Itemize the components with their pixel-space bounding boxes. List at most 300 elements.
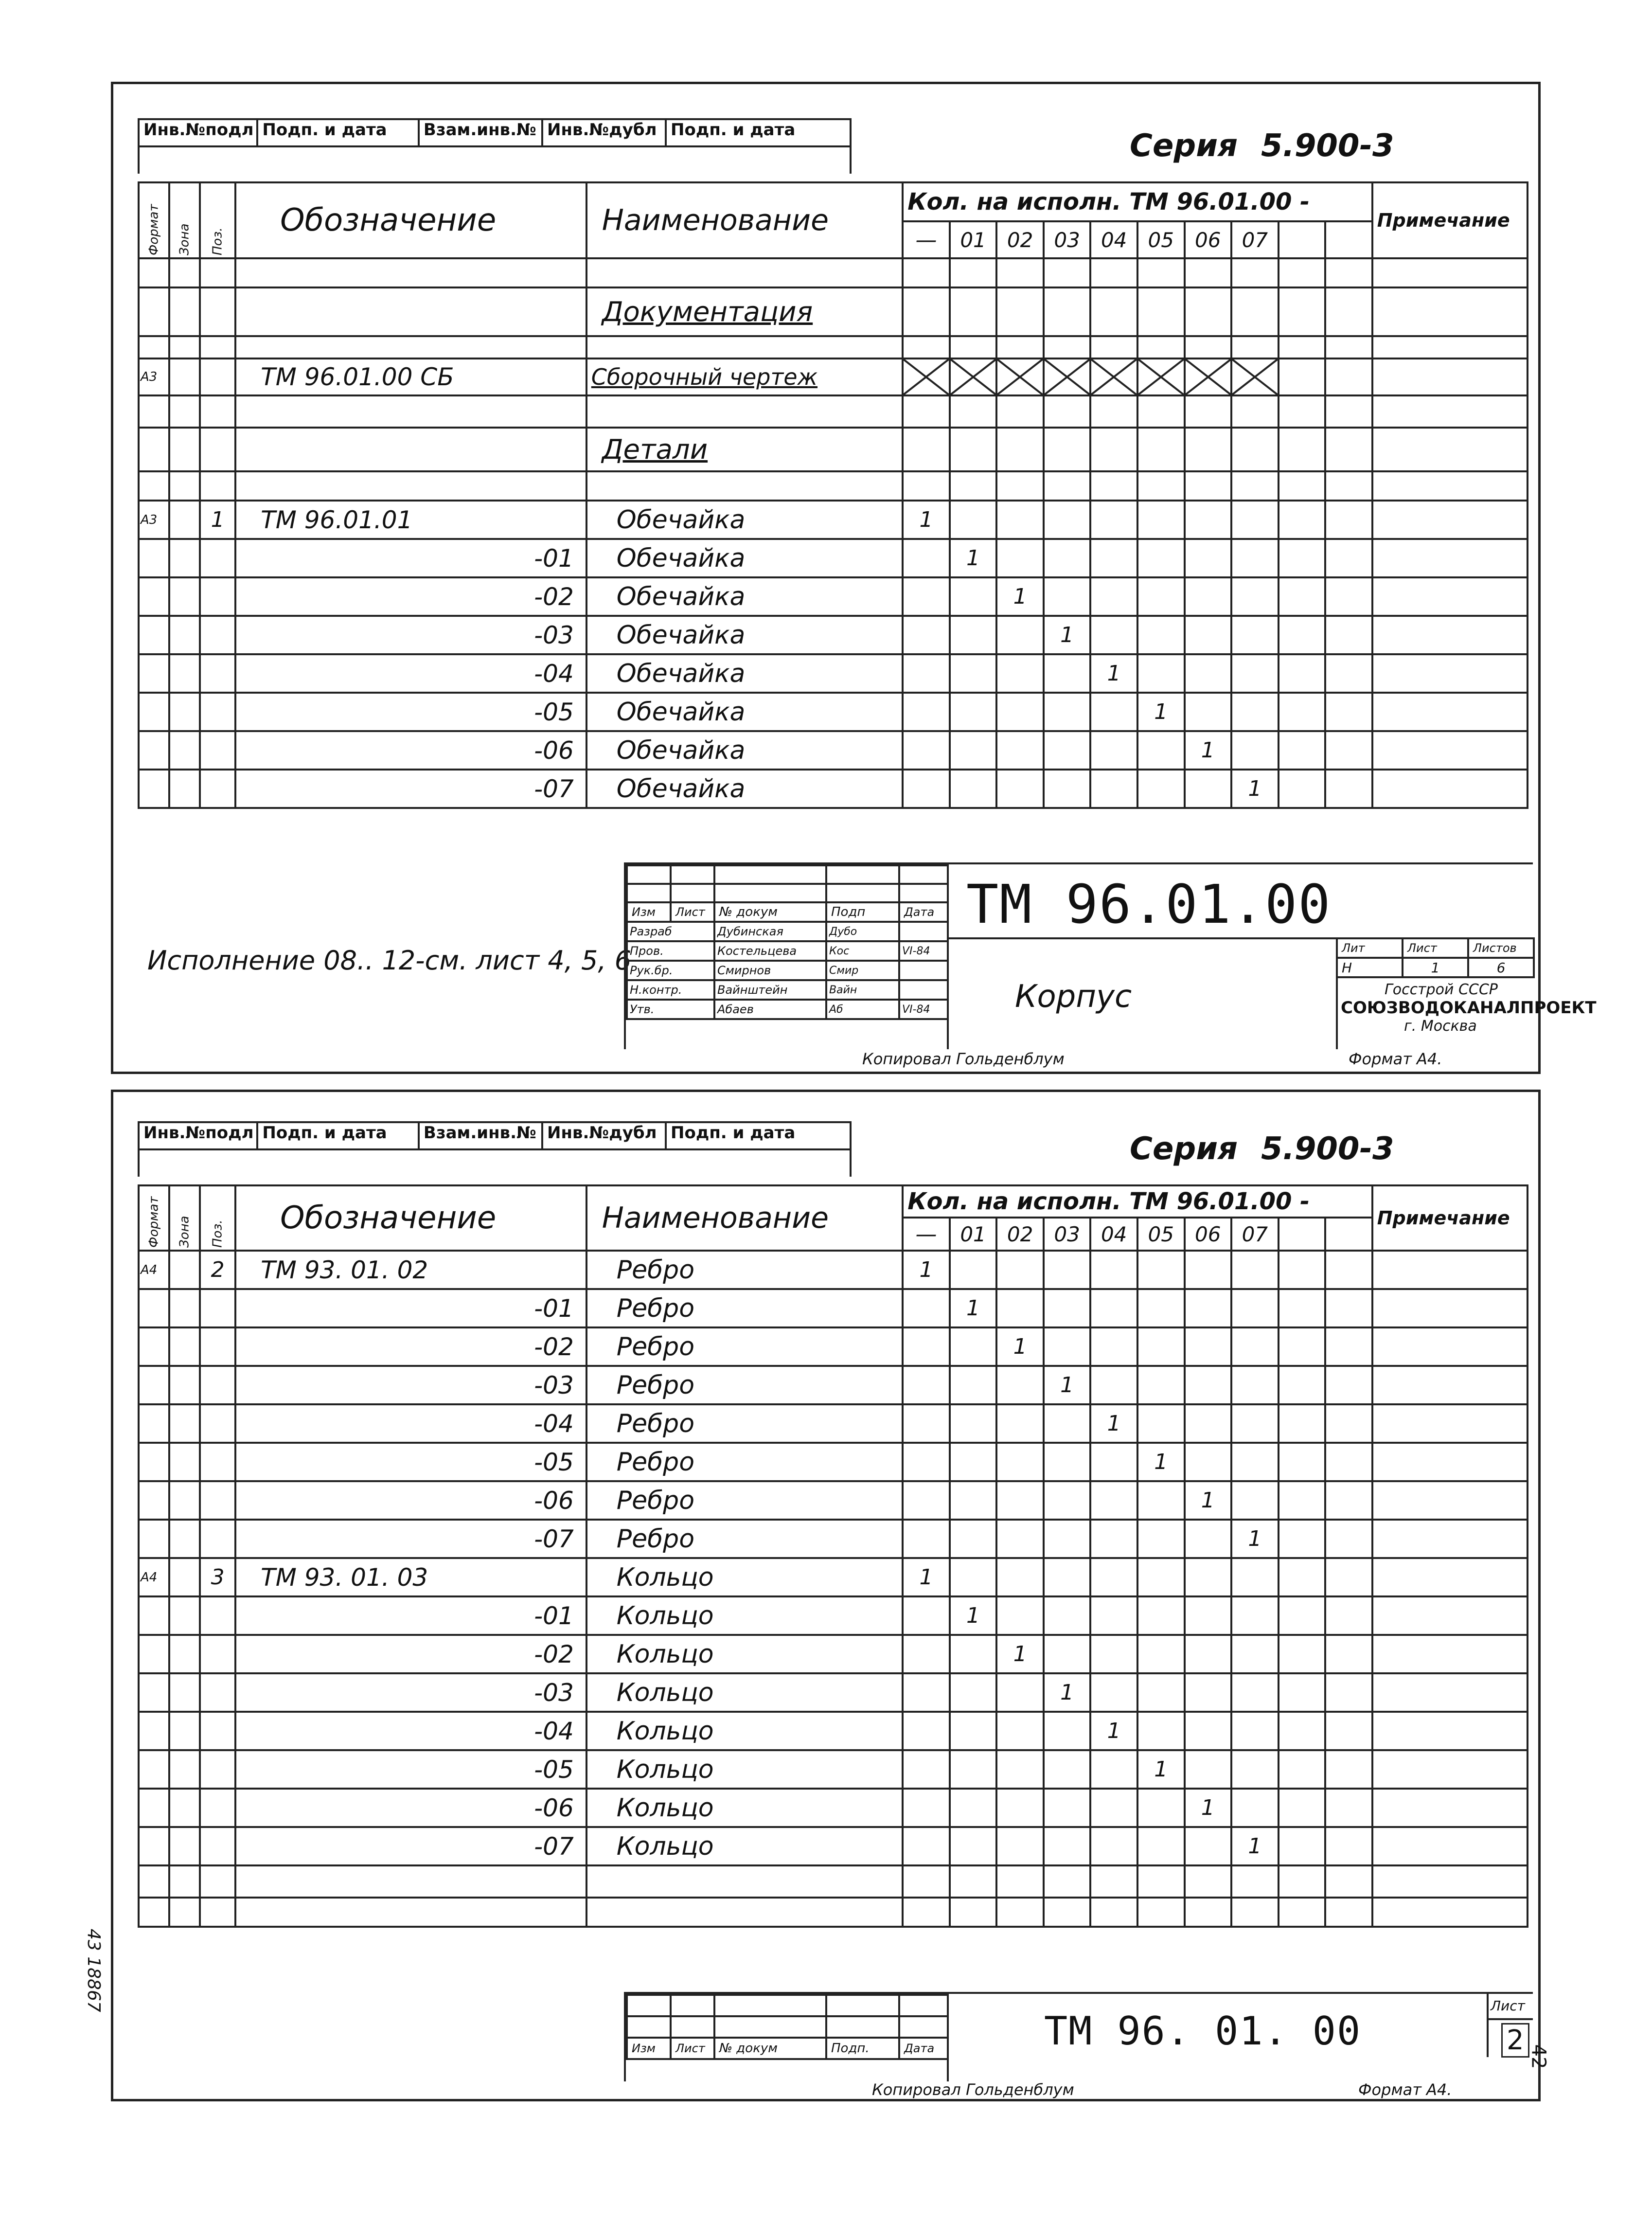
cell-qty-empty <box>1044 501 1091 539</box>
table-row <box>139 1596 1528 1635</box>
cell-qty: 1 <box>903 501 950 539</box>
cell-qty-empty <box>1185 1289 1232 1327</box>
empty-cell <box>169 1898 200 1927</box>
empty-cell <box>139 1898 169 1927</box>
empty-cell <box>1044 1865 1091 1898</box>
cell-qty: 1 <box>950 1596 997 1635</box>
cell-note <box>1372 1596 1528 1635</box>
cell-qty-empty <box>996 654 1044 693</box>
hdr2-inv-dubl: Инв.№дубл <box>543 1123 667 1148</box>
cell-qty-empty <box>1325 616 1372 654</box>
cell-qty-empty <box>1325 654 1372 693</box>
empty-cell <box>1231 471 1279 501</box>
cell-format <box>139 1750 169 1789</box>
cell-qty-empty <box>996 616 1044 654</box>
table-row <box>139 1635 1528 1673</box>
table-row <box>139 1366 1528 1404</box>
empty-cell <box>1279 395 1326 428</box>
cell-qty-empty <box>1185 539 1232 577</box>
cell-qty-empty <box>1185 1827 1232 1865</box>
cell-qty-empty <box>1137 501 1185 539</box>
cell-pos <box>200 1520 235 1558</box>
empty-cell <box>1044 287 1091 336</box>
cell-designation: -02 <box>235 577 586 616</box>
cell-qty: 1 <box>1231 1520 1279 1558</box>
cell-qty-empty <box>1090 1366 1137 1404</box>
hdr2-inv-podl: Инв.№подл <box>140 1123 258 1148</box>
cell-crossed <box>1185 358 1232 395</box>
cell-format <box>139 1789 169 1827</box>
empty-cell <box>996 428 1044 471</box>
stamp2-sheet-value: 2 <box>1501 2023 1529 2058</box>
empty-cell <box>1090 1865 1137 1898</box>
cell-qty-empty <box>1231 616 1279 654</box>
cell-designation: -01 <box>235 539 586 577</box>
cell-zone <box>169 616 200 654</box>
cell-pos <box>200 1635 235 1673</box>
empty-cell <box>1137 428 1185 471</box>
cell-qty-empty <box>950 1481 997 1520</box>
cell-format <box>139 693 169 731</box>
stamp2-label-list: Лист <box>671 2038 714 2059</box>
stamp-date: VI-84 <box>899 1000 948 1019</box>
cell-name: Ребро <box>586 1289 903 1327</box>
cell-format <box>139 770 169 808</box>
table-row <box>139 1789 1528 1827</box>
cell-qty-empty <box>996 1289 1044 1327</box>
cell-crossed <box>903 358 950 395</box>
cell-qty: 1 <box>950 1289 997 1327</box>
cell-qty-empty <box>1325 1251 1372 1289</box>
cell-pos <box>200 1673 235 1712</box>
cell-zone <box>169 1327 200 1366</box>
title-block-2 <box>624 1992 1533 2081</box>
spec-table-2 <box>138 1184 1528 1928</box>
cell-qty-empty <box>1137 1789 1185 1827</box>
stamp-date <box>899 922 948 941</box>
qty2-col-0: — <box>903 1218 950 1251</box>
execution-note: Исполнение 08.. 12-см. лист 4, 5, 6 <box>147 945 632 976</box>
cell-qty-empty <box>903 693 950 731</box>
col-note: Примечание <box>1372 182 1528 258</box>
hdr-podp-data-2: Подп. и дата <box>671 120 796 140</box>
stamp-role: Н.контр. <box>627 980 714 1000</box>
spec-table-1 <box>138 181 1528 809</box>
empty-cell <box>1231 287 1279 336</box>
cell-name: Ребро <box>586 1443 903 1481</box>
cell-note <box>1372 1481 1528 1520</box>
empty-cell <box>1372 428 1528 471</box>
cell-qty-empty <box>950 770 997 808</box>
cell-designation: -05 <box>235 693 586 731</box>
cell-qty-empty <box>950 1366 997 1404</box>
empty-cell <box>235 471 586 501</box>
empty-row <box>139 471 1528 501</box>
series-value-2: 5.900-3 <box>1261 1131 1394 1167</box>
cell-qty-empty <box>1185 654 1232 693</box>
cell-qty-empty <box>1090 1289 1137 1327</box>
cell-format <box>139 1443 169 1481</box>
empty-cell <box>1325 1898 1372 1927</box>
empty-cell <box>950 428 997 471</box>
cell-qty-empty <box>1044 1750 1091 1789</box>
col2-qty-header: Кол. на исполн. ТМ 96.01.00 - <box>903 1185 1372 1218</box>
qty2-col-6: 06 <box>1185 1218 1232 1251</box>
empty-cell <box>586 1865 903 1898</box>
cell-designation: ТМ 93. 01. 03 <box>235 1558 586 1596</box>
cell-qty-empty <box>1231 654 1279 693</box>
empty-cell <box>1185 1865 1232 1898</box>
empty-cell <box>996 258 1044 287</box>
cell-zone <box>169 1251 200 1289</box>
cell-qty-empty <box>1137 1289 1185 1327</box>
empty-cell <box>169 395 200 428</box>
empty-cell <box>1137 1898 1185 1927</box>
stamp-label-ndokum: № докум <box>714 902 826 922</box>
cell-qty-empty <box>1185 1712 1232 1750</box>
cell-qty-empty <box>1325 1404 1372 1443</box>
cell-qty-empty <box>1325 1366 1372 1404</box>
cell-designation: -07 <box>235 1520 586 1558</box>
cell-qty-empty <box>1090 731 1137 770</box>
empty-cell <box>1090 395 1137 428</box>
cell-qty-empty <box>1279 1481 1326 1520</box>
cell-qty-empty <box>1231 539 1279 577</box>
empty-cell <box>139 258 169 287</box>
cell-qty-empty <box>1044 539 1091 577</box>
empty-cell <box>1185 471 1232 501</box>
cell-note <box>1372 1827 1528 1865</box>
table-row <box>139 1481 1528 1520</box>
cell-note <box>1372 1520 1528 1558</box>
table-row <box>139 1558 1528 1596</box>
stamp-sheet-value: 1 <box>1403 958 1468 977</box>
cell-qty-empty <box>1279 539 1326 577</box>
corner-number: 42 <box>1527 2044 1550 2069</box>
cell-qty-empty <box>1325 1558 1372 1596</box>
cell-zone <box>169 539 200 577</box>
stamp-date <box>899 961 948 980</box>
cell-pos <box>200 1596 235 1635</box>
cell-qty-empty <box>1185 1251 1232 1289</box>
stamp-org-2: СОЮЗВОДОКАНАЛПРОЕКТ <box>1341 998 1597 1018</box>
cell-zone <box>169 770 200 808</box>
table-row <box>139 654 1528 693</box>
cell-qty-empty <box>1231 1635 1279 1673</box>
cell-zone <box>169 501 200 539</box>
empty-row <box>139 258 1528 287</box>
empty-cell <box>200 428 235 471</box>
empty-cell <box>1325 258 1372 287</box>
stamp-role: Разраб <box>627 922 714 941</box>
cell-pos: 2 <box>200 1251 235 1289</box>
empty-cell <box>200 471 235 501</box>
cell-note <box>1372 577 1528 616</box>
cell-qty-empty <box>1090 1789 1137 1827</box>
cell-qty-empty <box>1325 1712 1372 1750</box>
empty-cell <box>1090 471 1137 501</box>
stamp-signature: Смир <box>826 961 899 980</box>
empty-cell <box>1231 336 1279 358</box>
cell-format: А3 <box>139 358 169 395</box>
cell-qty-empty <box>1279 1520 1326 1558</box>
cell-qty-empty <box>950 1750 997 1789</box>
cell-qty-empty <box>1185 616 1232 654</box>
col2-zone: Зона <box>169 1185 200 1251</box>
cell-qty-empty <box>1090 1827 1137 1865</box>
table-row <box>139 1289 1528 1327</box>
empty-cell <box>950 287 997 336</box>
empty-cell <box>169 336 200 358</box>
cell-qty-empty <box>1279 616 1326 654</box>
empty-row <box>139 336 1528 358</box>
cell-qty-empty <box>1090 1673 1137 1712</box>
cell-format <box>139 1673 169 1712</box>
cell-qty-empty <box>1137 616 1185 654</box>
empty-cell <box>169 471 200 501</box>
cell-note <box>1372 1789 1528 1827</box>
cell-qty-empty <box>1090 1635 1137 1673</box>
cell-qty-empty <box>1231 1789 1279 1827</box>
cell-qty-empty <box>1185 577 1232 616</box>
cell-qty-empty <box>950 1251 997 1289</box>
cell-name: Обечайка <box>586 770 903 808</box>
cell-qty-empty <box>1279 1366 1326 1404</box>
cell-qty-empty <box>1090 616 1137 654</box>
cell-format <box>139 654 169 693</box>
cell-qty-empty <box>1185 1327 1232 1366</box>
cell-designation: -03 <box>235 1673 586 1712</box>
format-label-2: Формат А4. <box>1358 2080 1452 2099</box>
cell-note <box>1372 616 1528 654</box>
empty-cell <box>1279 1865 1326 1898</box>
cell-name: Ребро <box>586 1481 903 1520</box>
cell-qty-empty <box>1325 1635 1372 1673</box>
stamp-label-data: Дата <box>899 902 948 922</box>
cell-qty-empty <box>903 654 950 693</box>
cell-qty-empty <box>1325 577 1372 616</box>
stamp-sheets-value: 6 <box>1468 958 1534 977</box>
cell-qty-empty <box>903 1481 950 1520</box>
empty-cell <box>1325 471 1372 501</box>
cell-pos <box>200 1289 235 1327</box>
qty-col-1: 01 <box>950 221 997 258</box>
cell-qty-empty <box>1185 1750 1232 1789</box>
empty-cell <box>950 395 997 428</box>
cell-qty-empty <box>1231 1327 1279 1366</box>
stamp-lit-table <box>1336 937 1535 978</box>
cell-format: А4 <box>139 1251 169 1289</box>
cell-qty-empty <box>950 1520 997 1558</box>
cell-designation: -03 <box>235 1366 586 1404</box>
cell-qty-empty <box>1044 770 1091 808</box>
cell-qty-empty <box>903 1635 950 1673</box>
table-row <box>139 1520 1528 1558</box>
cell-name: Кольцо <box>586 1712 903 1750</box>
cell-qty-empty <box>1231 731 1279 770</box>
cell-qty-empty <box>1279 1443 1326 1481</box>
qty2-col-5: 05 <box>1137 1218 1185 1251</box>
cell-pos <box>200 1789 235 1827</box>
cell-note <box>1372 539 1528 577</box>
stamp-role-row <box>627 922 948 941</box>
empty-cell <box>1279 471 1326 501</box>
cell-qty-empty <box>950 693 997 731</box>
cell-qty-empty <box>1325 731 1372 770</box>
hdr2-vzam-inv: Взам.инв.№ <box>420 1123 543 1148</box>
empty-cell <box>169 428 200 471</box>
empty-cell <box>1372 287 1528 336</box>
top-header-strip-2 <box>138 1121 852 1177</box>
spec-body-2 <box>139 1251 1528 1927</box>
cell-qty-empty <box>1231 1673 1279 1712</box>
cell-qty-empty <box>1231 1712 1279 1750</box>
cell-qty-empty <box>1279 1635 1326 1673</box>
empty-cell <box>1231 1898 1279 1927</box>
cell-qty-empty <box>1090 577 1137 616</box>
cell-qty-empty <box>996 1827 1044 1865</box>
cell-qty-empty <box>950 1404 997 1443</box>
cell-qty-empty <box>1325 1327 1372 1366</box>
cell-qty-empty <box>950 1712 997 1750</box>
empty-cell <box>1279 336 1326 358</box>
cell-qty-empty <box>1185 1558 1232 1596</box>
cell-zone <box>169 654 200 693</box>
cell-note <box>1372 1750 1528 1789</box>
cell-designation: -06 <box>235 1789 586 1827</box>
cell-zone <box>169 1366 200 1404</box>
qty-col-8 <box>1279 221 1326 258</box>
series-label: Серия <box>1130 128 1238 164</box>
cell-qty-empty <box>1090 539 1137 577</box>
cell-qty-empty <box>1325 770 1372 808</box>
cell-zone <box>169 1635 200 1673</box>
cell-format <box>139 1481 169 1520</box>
cell-qty-empty <box>1137 1827 1185 1865</box>
cell-qty-empty <box>1185 1404 1232 1443</box>
stamp-name: Дубинская <box>714 922 826 941</box>
empty-cell <box>1185 258 1232 287</box>
empty-cell <box>1231 395 1279 428</box>
section-title: Документация <box>586 287 903 336</box>
cell-qty-empty <box>1231 1366 1279 1404</box>
cell-crossed <box>996 358 1044 395</box>
cell-qty-empty <box>1185 693 1232 731</box>
cell-qty-empty <box>1137 1673 1185 1712</box>
empty-cell <box>996 471 1044 501</box>
cell-note <box>1372 1289 1528 1327</box>
stamp-role-row <box>627 980 948 1000</box>
empty-cell <box>1185 1898 1232 1927</box>
cell-qty-empty <box>1090 1481 1137 1520</box>
empty-cell <box>586 336 903 358</box>
cell-qty-empty <box>1325 1789 1372 1827</box>
cell-designation: ТМ 93. 01. 02 <box>235 1251 586 1289</box>
empty-cell <box>1279 428 1326 471</box>
col2-pos: Поз. <box>200 1185 235 1251</box>
empty-cell <box>903 471 950 501</box>
qty2-col-4: 04 <box>1090 1218 1137 1251</box>
empty-cell <box>586 471 903 501</box>
empty-cell <box>996 287 1044 336</box>
empty-cell <box>169 287 200 336</box>
cell-format <box>139 616 169 654</box>
cell-qty-empty <box>1090 770 1137 808</box>
empty-cell <box>950 258 997 287</box>
top-header-strip <box>138 118 852 174</box>
cell-pos <box>200 1481 235 1520</box>
empty-cell <box>1372 336 1528 358</box>
cell-qty-empty <box>950 654 997 693</box>
cell-designation: -07 <box>235 770 586 808</box>
col-zone: Зона <box>169 182 200 258</box>
stamp-signature: Кос <box>826 941 899 961</box>
empty-cell <box>1325 428 1372 471</box>
cell-pos <box>200 1366 235 1404</box>
stamp-role: Рук.бр. <box>627 961 714 980</box>
cell-qty-empty <box>1090 693 1137 731</box>
cell-crossed <box>1137 358 1185 395</box>
cell-qty-empty <box>996 1789 1044 1827</box>
table-row <box>139 1750 1528 1789</box>
stamp2-left <box>626 1994 949 2060</box>
cell-qty-empty <box>1185 501 1232 539</box>
qty2-col-9 <box>1325 1218 1372 1251</box>
stamp-name: Смирнов <box>714 961 826 980</box>
cell-qty-empty <box>950 1327 997 1366</box>
stamp2-label-data: Дата <box>899 2038 948 2059</box>
cell-zone <box>169 1827 200 1865</box>
cell-qty-empty <box>1185 1673 1232 1712</box>
section-row <box>139 428 1528 471</box>
stamp-roles <box>627 922 948 1019</box>
cell-qty-empty <box>1325 1481 1372 1520</box>
cell-qty-empty <box>1325 358 1372 395</box>
cell-qty-empty <box>1090 1750 1137 1789</box>
empty-cell <box>1231 428 1279 471</box>
cell-qty-empty <box>1231 693 1279 731</box>
cell-format <box>139 1404 169 1443</box>
cell-format <box>139 1327 169 1366</box>
cell-qty-empty <box>1044 731 1091 770</box>
cell-designation: -05 <box>235 1750 586 1789</box>
hdr-inv-dubl: Инв.№дубл <box>543 120 667 145</box>
empty-cell <box>1044 258 1091 287</box>
empty-row <box>139 1898 1528 1927</box>
cell-qty-empty <box>1231 1596 1279 1635</box>
cell-name: Ребро <box>586 1404 903 1443</box>
cell-qty-empty <box>1137 1520 1185 1558</box>
table-row <box>139 1712 1528 1750</box>
stamp2-label-ndokum: № докум <box>714 2038 826 2059</box>
cell-qty-empty <box>1044 577 1091 616</box>
stamp-role: Пров. <box>627 941 714 961</box>
empty-cell <box>903 395 950 428</box>
cell-qty-empty <box>1137 1596 1185 1635</box>
stamp-title: Корпус <box>1015 979 1132 1015</box>
cell-qty-empty <box>903 1789 950 1827</box>
cell-qty-empty <box>1231 1251 1279 1289</box>
cell-qty-empty <box>1325 1673 1372 1712</box>
stamp-label-list: Лист <box>671 902 714 922</box>
col2-name: Наименование <box>586 1185 903 1251</box>
cell-qty-empty <box>950 1827 997 1865</box>
cell-note <box>1372 1251 1528 1289</box>
empty-cell <box>169 1865 200 1898</box>
empty-cell <box>1231 1865 1279 1898</box>
cell-designation: ТМ 96.01.00 СБ <box>235 358 586 395</box>
cell-name: Кольцо <box>586 1827 903 1865</box>
